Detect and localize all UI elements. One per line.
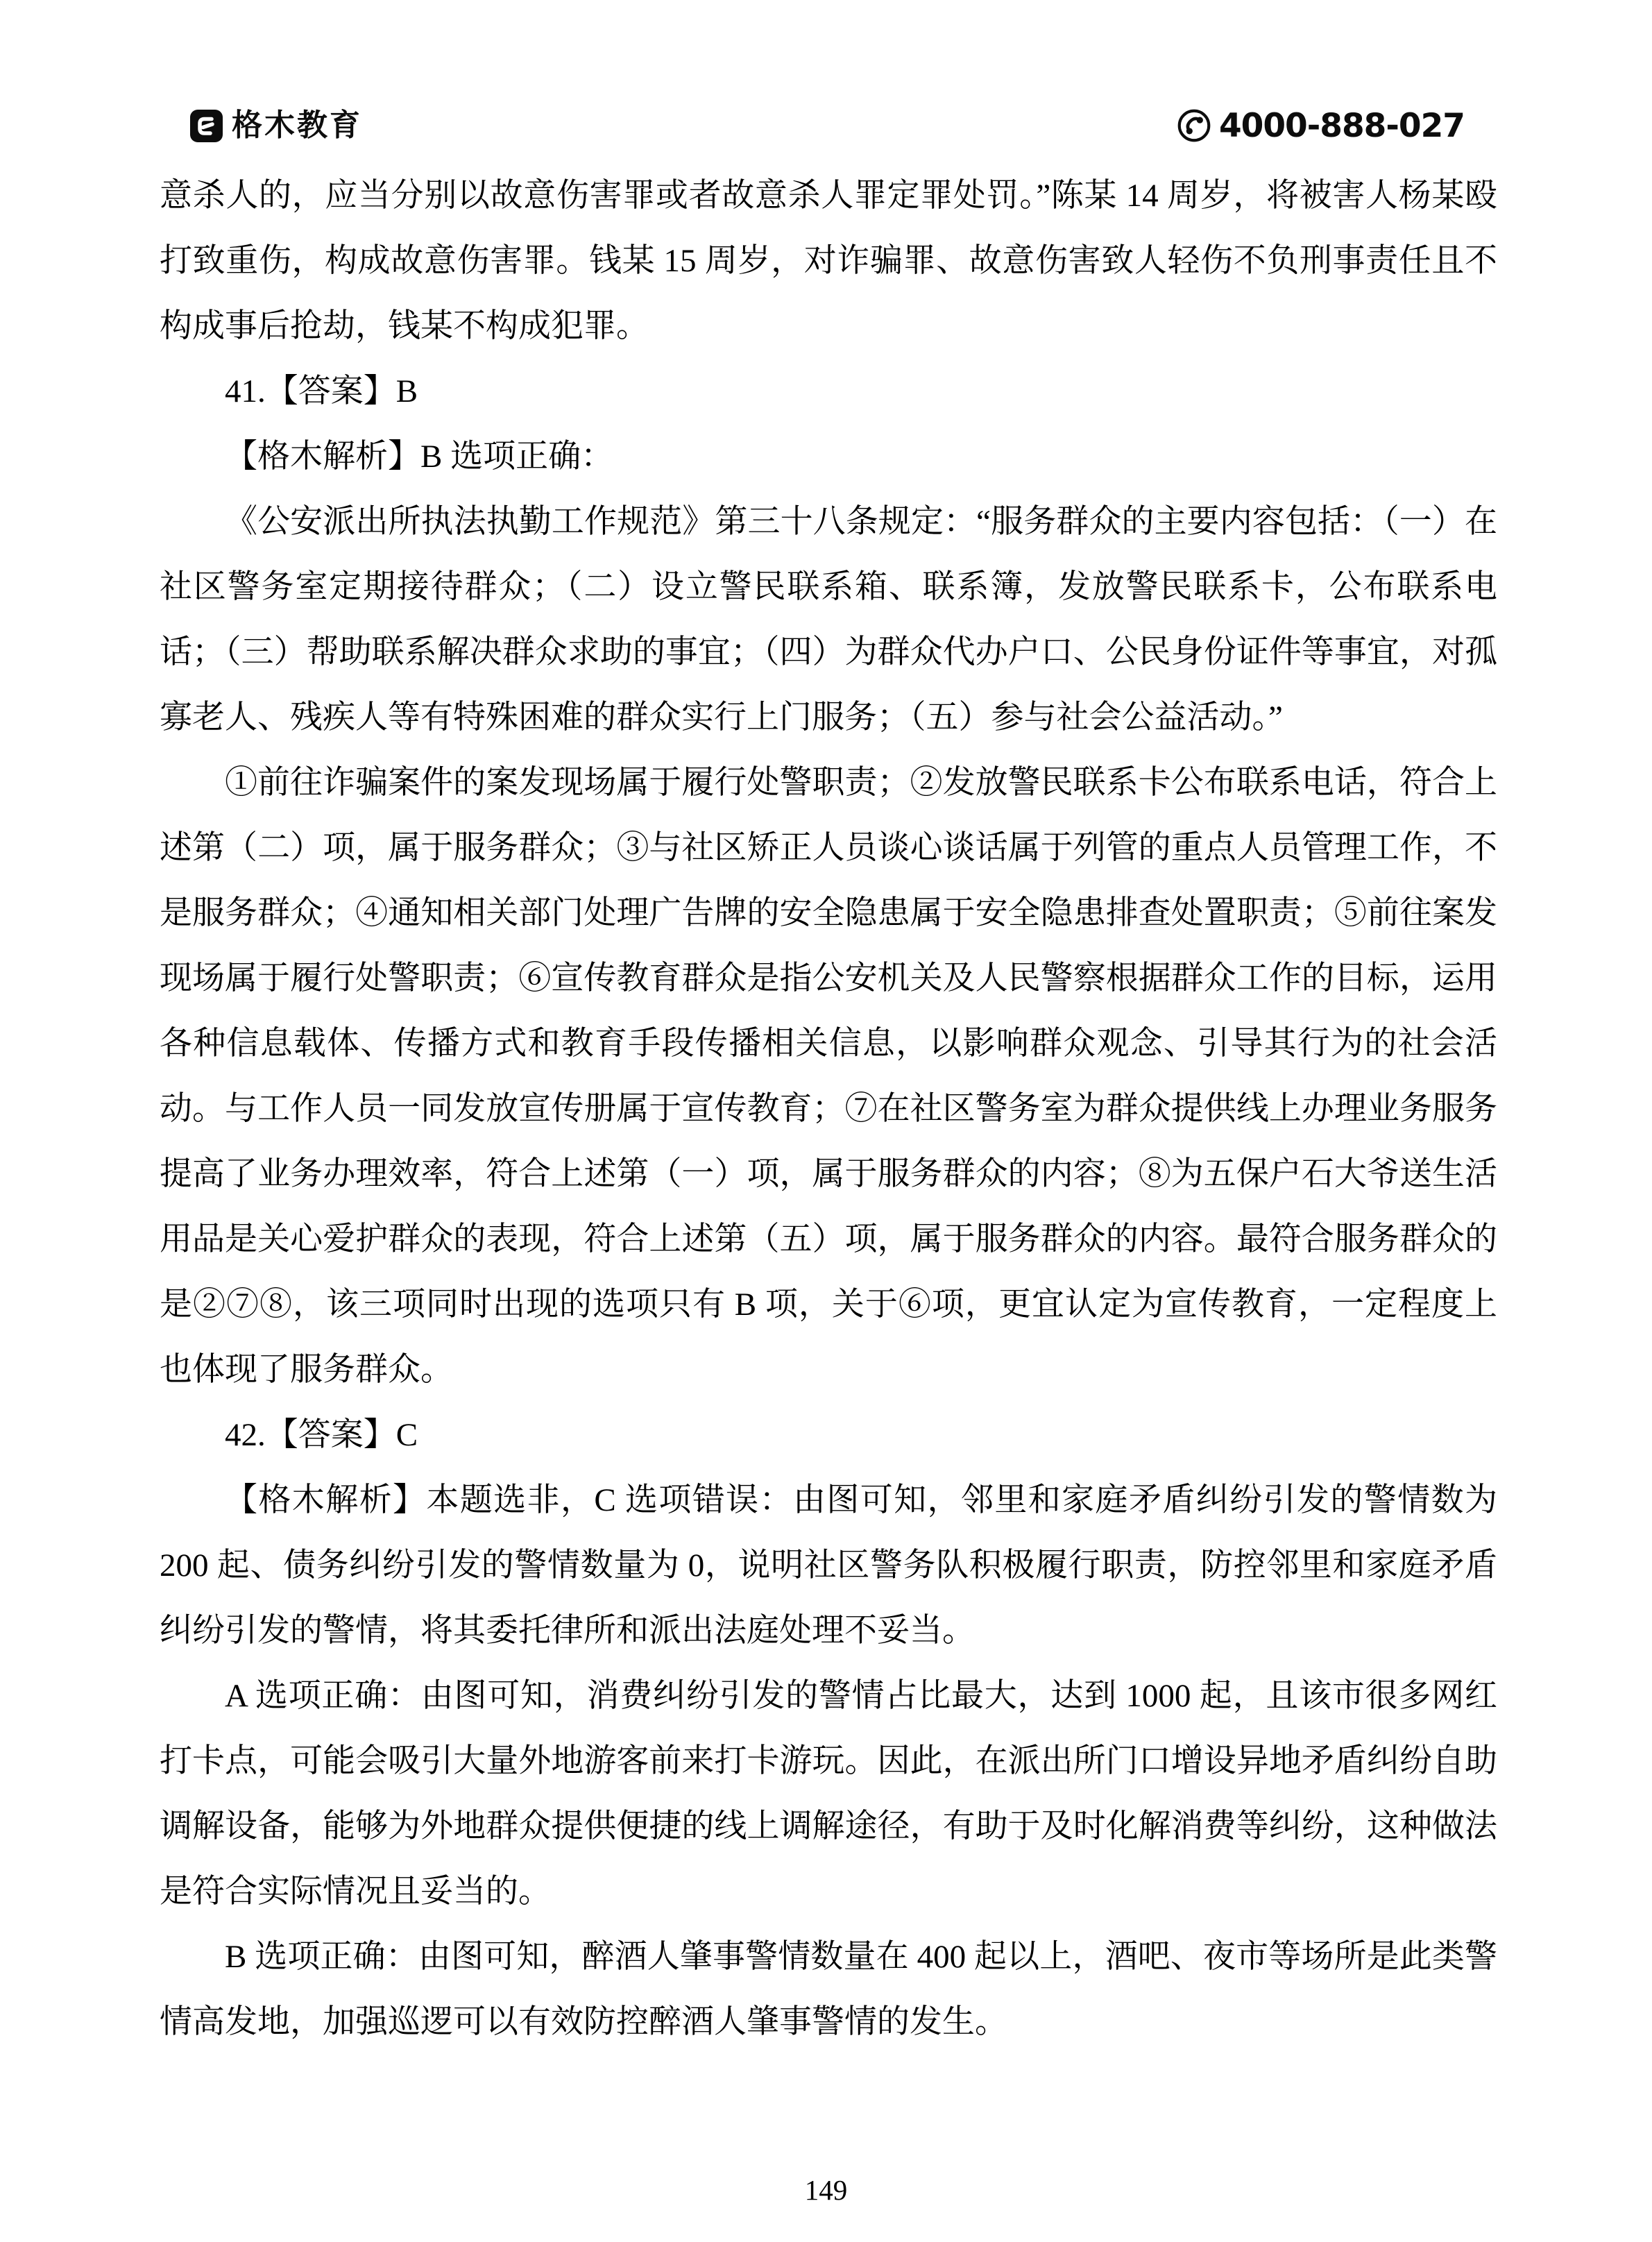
answer-42: 42.【答案】C — [225, 1417, 418, 1453]
brand — [190, 110, 362, 142]
analysis-42-option-c: 【格木解析】本题选非，C 选项错误：由图可知，邻里和家庭矛盾纠纷引发的警情数为 200 起、债务纠纷引发的警情数量为 0，说明社区警务队积极履行职责，防控邻里和家庭矛盾纠纷引发的警情，将其委托律所和派出法庭处理不妥当。 — [160, 1482, 1497, 1649]
page-number: 149 — [804, 2174, 848, 2206]
brand-name: 格木教育 — [232, 108, 362, 143]
phone-number: 4000-888-027 — [1218, 106, 1465, 145]
analysis-42-option-a: A 选项正确：由图可知，消费纠纷引发的警情占比最大，达到 1000 起，且该市很多网红打卡点，可能会吸引大量外地游客前来打卡游玩。因此，在派出所门口增设异地矛盾纠纷自助调解设备，能够为外地群众提供便捷的线上调解途径，有助于及时化解消费等纠纷，这种做法是符合实际情况且妥当的。 — [160, 1678, 1497, 1910]
analysis-41-heading: 【格木解析】B 选项正确： — [225, 439, 614, 475]
phone-contact — [1177, 108, 1465, 143]
paragraph-continuation: 意杀人的，应当分别以故意伤害罪或者故意杀人罪定罪处罚。”陈某 14 周岁，将被害人杨某殴打致重伤，构成故意伤害罪。钱某 15 周岁，对诈骗罪、故意伤害致人轻伤不负刑事责任且不构成事后抢劫，钱某不构成犯罪。 — [160, 178, 1497, 344]
answer-explanations — [160, 163, 1497, 2055]
analysis-41-regulation: 《公安派出所执法执勤工作规范》第三十八条规定：“服务群众的主要内容包括：（一）在社区警务室定期接待群众；（二）设立警民联系箱、联系簿，发放警民联系卡，公布联系电话；（三）帮助联系解决群众求助的事宜；（四）为群众代办户口、公民身份证件等事宜，对孤寡老人、残疾人等有特殊困难的群众实行上门服务；（五）参与社会公益活动。” — [160, 504, 1497, 736]
answer-41: 41.【答案】B — [225, 373, 418, 409]
gemu-logo-icon — [190, 110, 223, 142]
analysis-41-items: ①前往诈骗案件的案发现场属于履行处警职责；②发放警民联系卡公布联系电话，符合上述第（二）项，属于服务群众；③与社区矫正人员谈心谈话属于列管的重点人员管理工作，不是服务群众；④通知相关部门处理广告牌的安全隐患属于安全隐患排查处置职责；⑤前往案发现场属于履行处警职责；⑥宣传教育群众是指公安机关及人民警察根据群众工作的目标，运用各种信息载体、传播方式和教育手段传播相关信息，以影响群众观念、引导其行为的社会活动。与工作人员一同发放宣传册属于宣传教育；⑦在社区警务室为群众提供线上办理业务服务提高了业务办理效率，符合上述第（一）项，属于服务群众的内容；⑧为五保户石大爷送生活用品是关心爱护群众的表现，符合上述第（五）项，属于服务群众的内容。最符合服务群众的是②⑦⑧，该三项同时出现的选项只有 B 项，关于⑥项，更宜认定为宣传教育，一定程度上也体现了服务群众。 — [160, 765, 1497, 1388]
page-header — [190, 103, 1465, 148]
page-footer — [0, 2173, 1652, 2207]
analysis-42-option-b: B 选项正确：由图可知，醉酒人肇事警情数量在 400 起以上，酒吧、夜市等场所是此类警情高发地，加强巡逻可以有效防控醉酒人肇事警情的发生。 — [160, 1939, 1497, 2040]
phone-icon — [1177, 108, 1211, 143]
